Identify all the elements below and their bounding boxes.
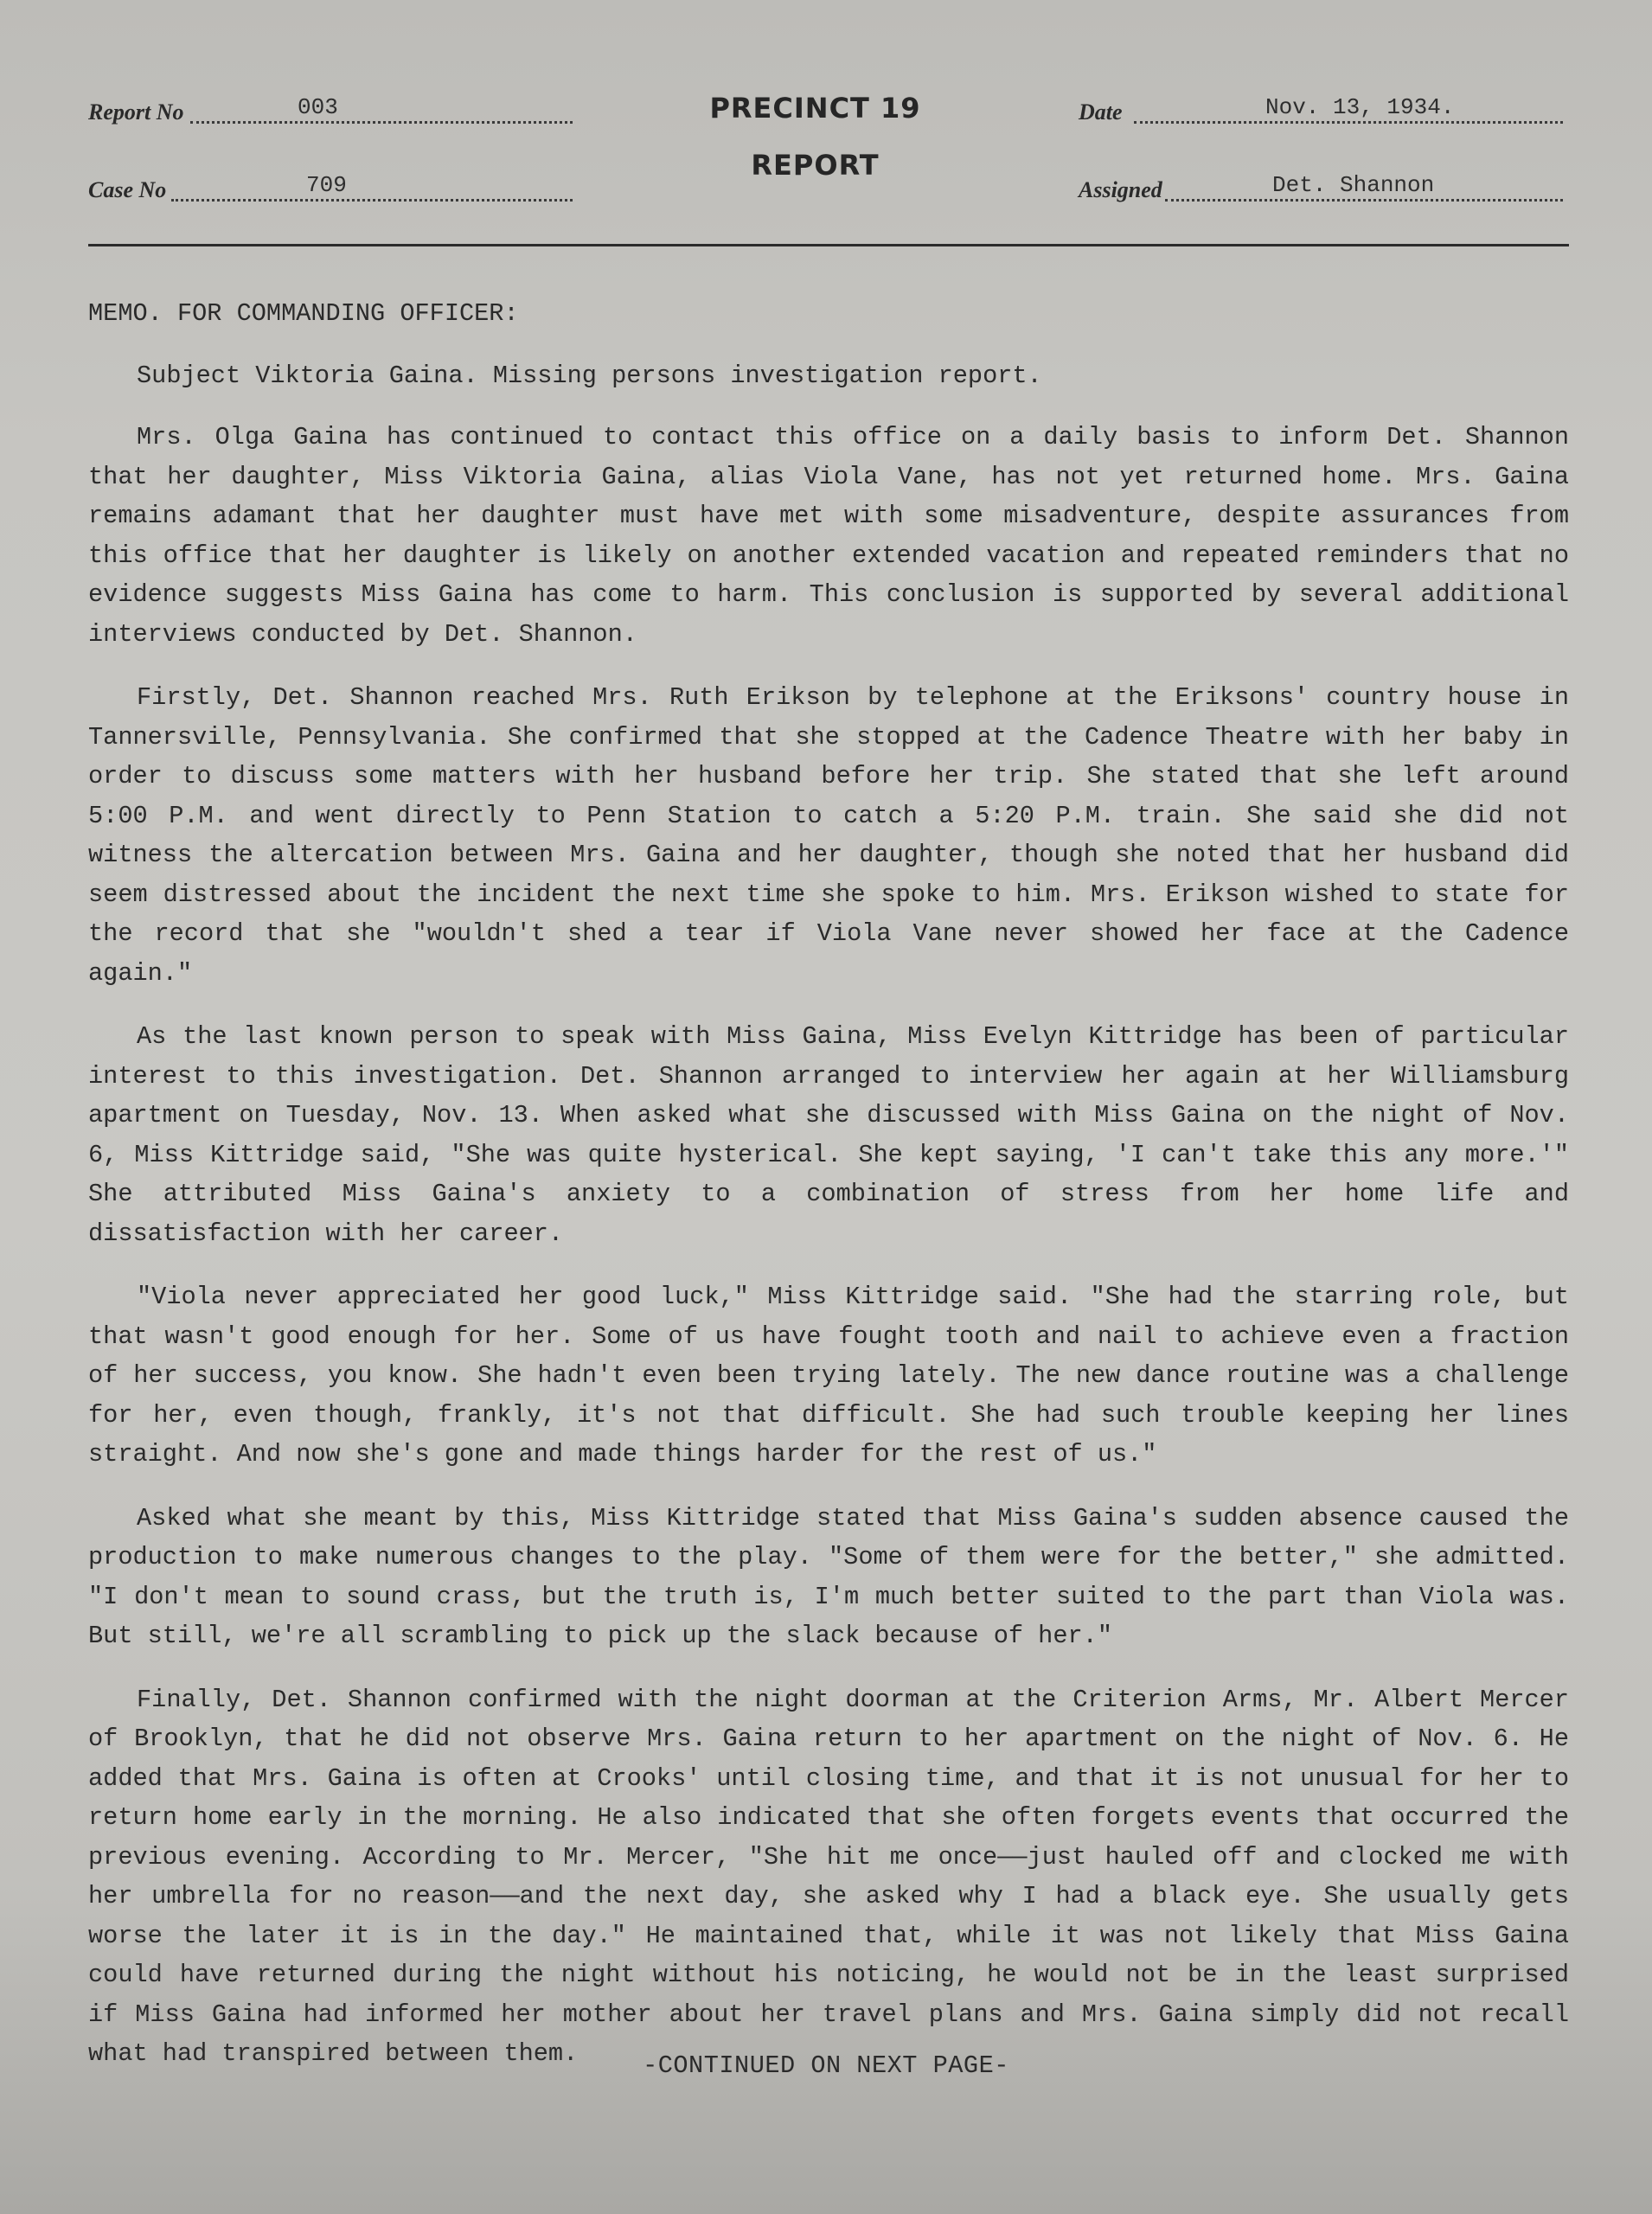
paragraph: As the last known person to speak with Miss Gaina, Miss Evelyn Kittridge has been of particular interest to this investigation. Det. Shannon arranged to interview her again at her Williamsburg apartment on Tuesday, Nov. 13. When asked what she discussed with Miss Gaina on the night of Nov. 6, Miss Kittridge said, "She was quite hysterical. She kept saying, 'I can't take this any more.'" She attributed Miss Gaina's anxiety to a combination of stress from her home life and dissatisfaction with her career. (88, 1022, 1569, 1248)
case-number-dotted-line (171, 197, 573, 202)
report-header (0, 0, 1652, 259)
report-body (88, 294, 1569, 2098)
case-number-value: 709 (306, 172, 347, 198)
paragraph: Asked what she meant by this, Miss Kittridge stated that Miss Gaina's sudden absence caused the production to make numerous changes to the play. "Some of them were for the better," she admitted. "I don't mean to sound crass, but the truth is, I'm much better suited to the part than Viola was. But still, we're all scrambling to pick up the slack because of her." (88, 1503, 1569, 1650)
assigned-value: Det. Shannon (1272, 172, 1435, 198)
subject-line: Subject Viktoria Gaina. Missing persons investigation report. (137, 361, 1042, 390)
paragraph: Firstly, Det. Shannon reached Mrs. Ruth Erikson by telephone at the Eriksons' country house in Tannersville, Pennsylvania. She confirmed that she stopped at the Cadence Theatre with her baby in order to discuss some matters with her husband before her trip. She stated that she left around 5:00 P.M. and went directly to Penn Station to catch a 5:20 P.M. train. She said she did not witness the altercation between Mrs. Gaina and her daughter, though she noted that her husband did seem distressed about the incident the next time she spoke to him. Mrs. Erikson wished to state for the record that she "wouldn't shed a tear if Viola Vane never showed her face at the Cadence again." (88, 683, 1569, 988)
report-number-label: Report No (88, 99, 184, 125)
date-label: Date (1079, 99, 1123, 125)
date-field (1079, 82, 1563, 134)
memo-heading: MEMO. FOR COMMANDING OFFICER: (88, 299, 519, 328)
assigned-label: Assigned (1079, 177, 1162, 202)
paragraph: Mrs. Olga Gaina has continued to contact this office on a daily basis to inform Det. Shannon that her daughter, Miss Viktoria Gaina, alias Viola Vane, has not yet returned home. Mrs. Gaina remains adamant that her daughter must have met with some misadventure, despite assurances from this office that her daughter is likely on another extended vacation and repeated reminders that no evidence suggests Miss Gaina has come to harm. This conclusion is supported by several additional interviews conducted by Det. Shannon. (88, 423, 1569, 649)
continued-notice: -CONTINUED ON NEXT PAGE- (643, 2051, 1009, 2080)
case-number-label: Case No (88, 177, 167, 202)
report-title: REPORT (751, 149, 880, 182)
date-value: Nov. 13, 1934. (1265, 94, 1455, 120)
precinct-title: PRECINCT 19 (709, 92, 921, 125)
paragraph: "Viola never appreciated her good luck," Miss Kittridge said. "She had the starring role, but that wasn't good enough for her. Some of us have fought tooth and nail to achieve even a fraction of her success, you know. She hadn't even been trying lately. The new dance routine was a challenge for her, even though, frankly, it's not that difficult. She had such trouble keeping her lines straight. And now she's gone and made things harder for the rest of us." (88, 1283, 1569, 1469)
header-divider (88, 244, 1569, 246)
paragraph: Finally, Det. Shannon confirmed with the night doorman at the Criterion Arms, Mr. Albert Mercer of Brooklyn, that he did not observe Mrs. Gaina return to her apartment on the night of Nov. 6. He added that Mrs. Gaina is often at Crooks' until closing time, and that it is not unusual for her to return home early in the morning. He also indicated that she often forgets events that occurred the previous evening. According to Mr. Mercer, "She hit me once——just hauled off and clocked me with her umbrella for no reason——and the next day, she asked why I had a black eye. She usually gets worse the later it is in the day." He maintained that, while it was not likely that Miss Gaina could have returned during the night without his noticing, he would not be in the least surprised if Miss Gaina had informed her mother about her travel plans and Mrs. Gaina simply did not recall what had transpired between them. (88, 1685, 1569, 2068)
report-number-value: 003 (298, 94, 338, 120)
assigned-field (1079, 160, 1563, 212)
